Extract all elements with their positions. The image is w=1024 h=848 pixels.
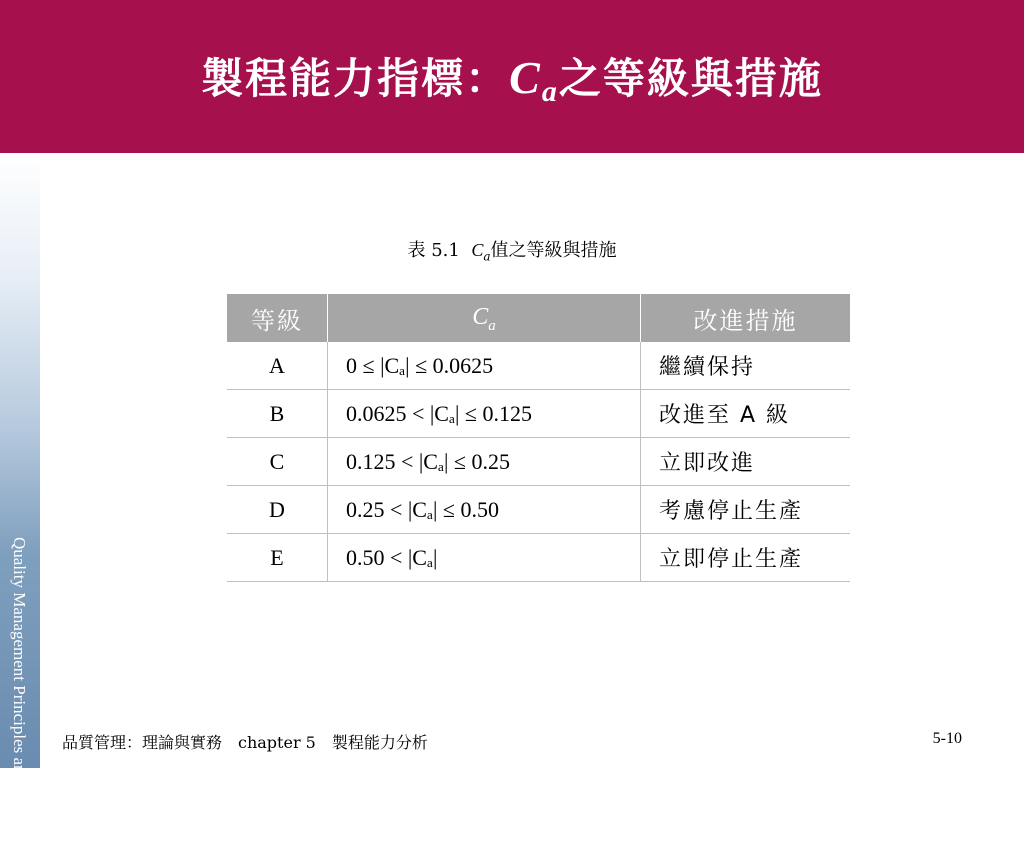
cell-range: 0.25 < |Cₐ| ≤ 0.50 xyxy=(328,486,641,534)
sidebar-book-title: Quality Management Principles and Practices xyxy=(10,537,29,848)
caption-suffix: 值之等級與措施 xyxy=(490,240,617,261)
ca-grade-table xyxy=(227,294,850,582)
table-row xyxy=(227,342,850,390)
table-row xyxy=(227,390,850,438)
cell-grade: C xyxy=(227,438,328,486)
header-ca xyxy=(328,294,641,342)
table-row xyxy=(227,534,850,582)
cell-range: 0.0625 < |Cₐ| ≤ 0.125 xyxy=(328,390,641,438)
cell-measure: 立即停止生產 xyxy=(641,534,851,582)
cell-grade: A xyxy=(227,342,328,390)
title-prefix: 製程能力指標： xyxy=(201,54,510,103)
header-grade: 等級 xyxy=(227,294,328,342)
table-row xyxy=(227,438,850,486)
cell-measure: 改進至 A 級 xyxy=(641,390,851,438)
cell-measure: 繼續保持 xyxy=(641,342,851,390)
footer-course-info: 品質管理：理論與實務 chapter 5 製程能力分析 xyxy=(62,733,428,752)
title-symbol: C xyxy=(509,52,542,103)
cell-measure: 考慮停止生產 xyxy=(641,486,851,534)
header-ca-symbol: C xyxy=(472,303,489,330)
cell-range: 0.50 < |Cₐ| xyxy=(328,534,641,582)
caption-symbol: C xyxy=(471,240,484,260)
slide-title xyxy=(0,46,1024,109)
cell-range: 0.125 < |Cₐ| ≤ 0.25 xyxy=(328,438,641,486)
caption-subscript: a xyxy=(483,249,491,264)
cell-grade: B xyxy=(227,390,328,438)
caption-label: 表 5.1 xyxy=(407,240,460,261)
header-measure: 改進措施 xyxy=(641,294,851,342)
title-banner xyxy=(0,0,1024,153)
cell-grade: D xyxy=(227,486,328,534)
cell-range: 0 ≤ |Cₐ| ≤ 0.0625 xyxy=(328,342,641,390)
table-header-row xyxy=(227,294,850,342)
title-suffix: 之等級與措施 xyxy=(558,54,823,103)
footer-page-number: 5-10 xyxy=(932,730,962,747)
cell-measure: 立即改進 xyxy=(641,438,851,486)
table-row xyxy=(227,486,850,534)
cell-grade: E xyxy=(227,534,328,582)
header-ca-subscript: a xyxy=(488,317,496,334)
table-caption xyxy=(0,236,1024,264)
title-subscript: a xyxy=(541,75,559,108)
